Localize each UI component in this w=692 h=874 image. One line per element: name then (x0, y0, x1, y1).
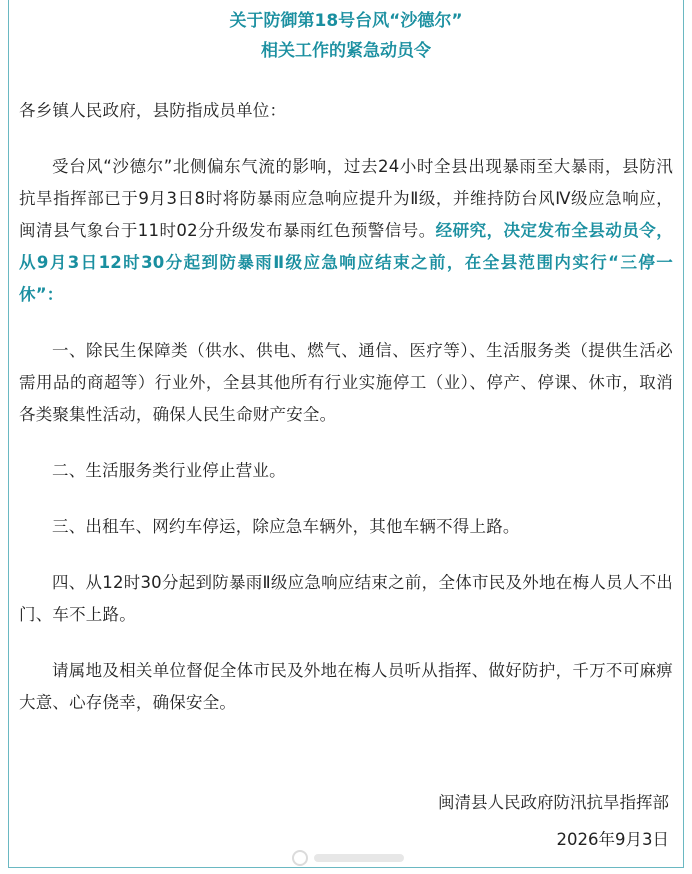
paragraph-background-text: 受台风“沙德尔”北侧偏东气流的影响，过去24小时全县出现暴雨至大暴雨，县防汛抗旱指挥部已于9月3日8时将防暴雨应急响应提升为Ⅱ级，并维持防台风Ⅳ级应急响应，闽清县气象台于11时02分升级发布暴雨红色预警信号。 (19, 157, 673, 240)
item-1: 一、除民生保障类（供水、供电、燃气、通信、医疗等）、生活服务类（提供生活必需用品的商超等）行业外，全县其他所有行业实施停工（业）、停产、停课、休市，取消各类聚集性活动，确保人民生命财产安全。 (19, 341, 673, 424)
signature-date: 2026年9月3日 (556, 830, 669, 849)
item-4: 四、从12时30分起到防暴雨Ⅱ级应急响应结束之前，全体市民及外地在梅人员人不出门、车不上路。 (19, 573, 673, 624)
signature-org: 闽清县人民政府防汛抗旱指挥部 (438, 793, 669, 812)
title-line-1: 关于防御第18号台风“沙德尔” (229, 11, 463, 31)
salutation: 各乡镇人民政府，县防指成员单位： (19, 101, 287, 120)
document-body (19, 95, 673, 743)
document-page (8, 0, 684, 868)
item-3: 三、出租车、网约车停运，除应急车辆外，其他车辆不得上路。 (52, 517, 520, 536)
item-2: 二、生活服务类行业停止营业。 (52, 461, 286, 480)
paragraph-background (19, 151, 673, 311)
paragraph-decision-highlight: 经研究，决定发布全县动员令，从9月3日12时30分起到防暴雨Ⅱ级应急响应结束之前，在全县范围内实行“三停一休”： (19, 221, 673, 304)
closing-paragraph: 请属地及相关单位督促全体市民及外地在梅人员听从指挥、做好防护，千万不可麻痹大意、心存侥幸，确保安全。 (19, 661, 673, 712)
watermark-logo-icon (290, 848, 410, 868)
title-line-2: 相关工作的紧急动员令 (261, 41, 431, 61)
document-title (9, 6, 683, 66)
